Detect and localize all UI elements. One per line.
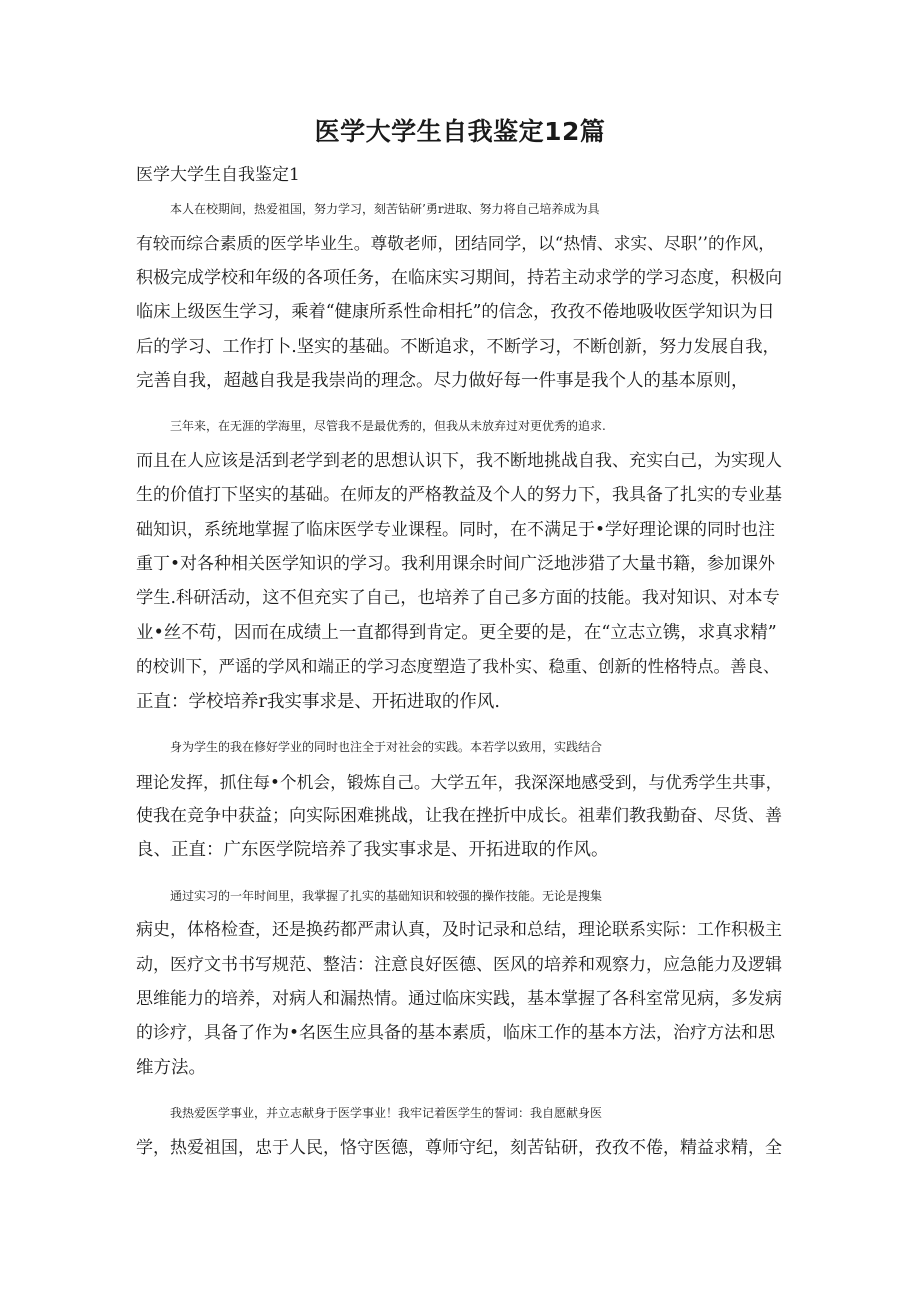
paragraph-line: 通过实习的一年时间里，我掌握了扎实的基础知识和较强的操作技能。无论是搜集 <box>170 888 603 903</box>
paragraph-line: 生的价值打下坚实的基础。在师友的严格教益及个人的努力下，我具备了扎实的专业基 <box>136 485 782 506</box>
section-heading: 医学大学生自我鉴定1 <box>136 165 300 185</box>
paragraph-line: 积极完成学校和年级的各项任务，在临床实习期间，持若主动求学的学习态度，积极向 <box>136 267 782 288</box>
paragraph-line: 理论发挥，抓住每•个机会，锻炼自己。大学五年，我深深地感受到，与优秀学生共事， <box>136 771 782 792</box>
body-paragraph <box>136 409 782 719</box>
paragraph-line: 学，热爱祖国，忠于人民，恪守医德，尊师守纪，刻苦钻研，孜孜不倦，精益求精，全 <box>136 1137 782 1158</box>
paragraph-line: 思维能力的培养，对病人和漏热情。通过临床实践，基本掌握了各科室常见病，多发病 <box>136 988 782 1009</box>
document-title: 医学大学生自我鉴定12篇 <box>314 117 606 146</box>
paragraph-line: 学生.科研活动，这不但充实了自己，也培养了自己多方面的技能。我对知识、对本专 <box>136 588 780 609</box>
body-paragraph <box>136 730 782 868</box>
paragraph-line: 本人在校期间，热爱祖国，努力学习，刻苦钻研’勇r进取、努力将自己培养成为具 <box>170 202 600 216</box>
document-body <box>136 192 782 1176</box>
paragraph-line: 重丁•对各种相关医学知识的学习。我利用课余时间广泛地涉猎了大量书籍，参加课外 <box>136 554 776 575</box>
paragraph-line: 正直：学校培养r我实事求是、开拓进取的作风. <box>136 691 500 712</box>
paragraph-line: 有较而综合素质的医学毕业生。尊敬老师，团结同学，以“热情、求实、尽职’’的作风， <box>136 233 775 254</box>
paragraph-line: 身为学生的我在修好学业的同时也注全于对社会的实践。本若学以致用，实践结合 <box>170 740 603 755</box>
paragraph-line: 后的学习、工作打卜.坚实的基础。不断追求，不断学习，不断创新，努力发展自我， <box>136 336 780 357</box>
paragraph-line: 三年来，在无涯的学海里，尽管我不是最优秀的，但我从未放弃过对更优秀的追求. <box>170 419 606 434</box>
paragraph-line: 而且在人应该是活到老学到老的思想认识下，我不断地挑战自我、充实白己，为实现人 <box>136 450 782 471</box>
paragraph-line: 使我在竞争中获益；向实际困难挑战，让我在挫折中成长。祖辈们教我勤奋、尽货、善 <box>136 805 782 826</box>
body-paragraph <box>136 1096 782 1165</box>
paragraph-line: 完善自我，超越自我是我崇尚的理念。尽力做好每一件事是我个人的基本原则， <box>136 371 749 392</box>
paragraph-line: 良、正直：广东医学院培养了我实事求是、开拓进取的作风。 <box>136 840 609 861</box>
body-paragraph <box>136 879 782 1085</box>
paragraph-line: 临床上级医生学习，乘着“健康所系性命相托”的信念，孜孜不倦地吸收医学知识为日 <box>136 302 775 323</box>
paragraph-line: 我热爱医学事业，并立志献身于医学事业！我牢记着医学生的誓词：我自愿献身医 <box>170 1106 603 1121</box>
paragraph-line: 的诊疗，具备了作为•名医生应具备的基本素质，临床工作的基本方法，治疗方法和思 <box>136 1023 776 1044</box>
paragraph-line: 础知识，系统地掌握了临床医学专业课程。同时，在不满足于•学好理论课的同时也注 <box>136 519 776 540</box>
paragraph-line: 病史，体格检查，还是换药都严肃认真，及时记录和总结，理论联系实际：工作积极主 <box>136 920 782 941</box>
paragraph-line: 维方法。 <box>136 1057 206 1078</box>
paragraph-line: 的校训下，严谣的学风和端正的学习态度塑造了我朴实、稳重、创新的性格特点。善良、 <box>136 657 780 677</box>
body-paragraph <box>136 192 782 398</box>
paragraph-line: 动，医疗文书书写规范、整洁：注意良好医德、医风的培养和观察力，应急能力及逻辑 <box>136 954 782 975</box>
paragraph-line: 业•丝不苟，因而在成绩上一直都得到肯定。更全要的是，在“立志立镌，求真求精” <box>136 622 777 643</box>
